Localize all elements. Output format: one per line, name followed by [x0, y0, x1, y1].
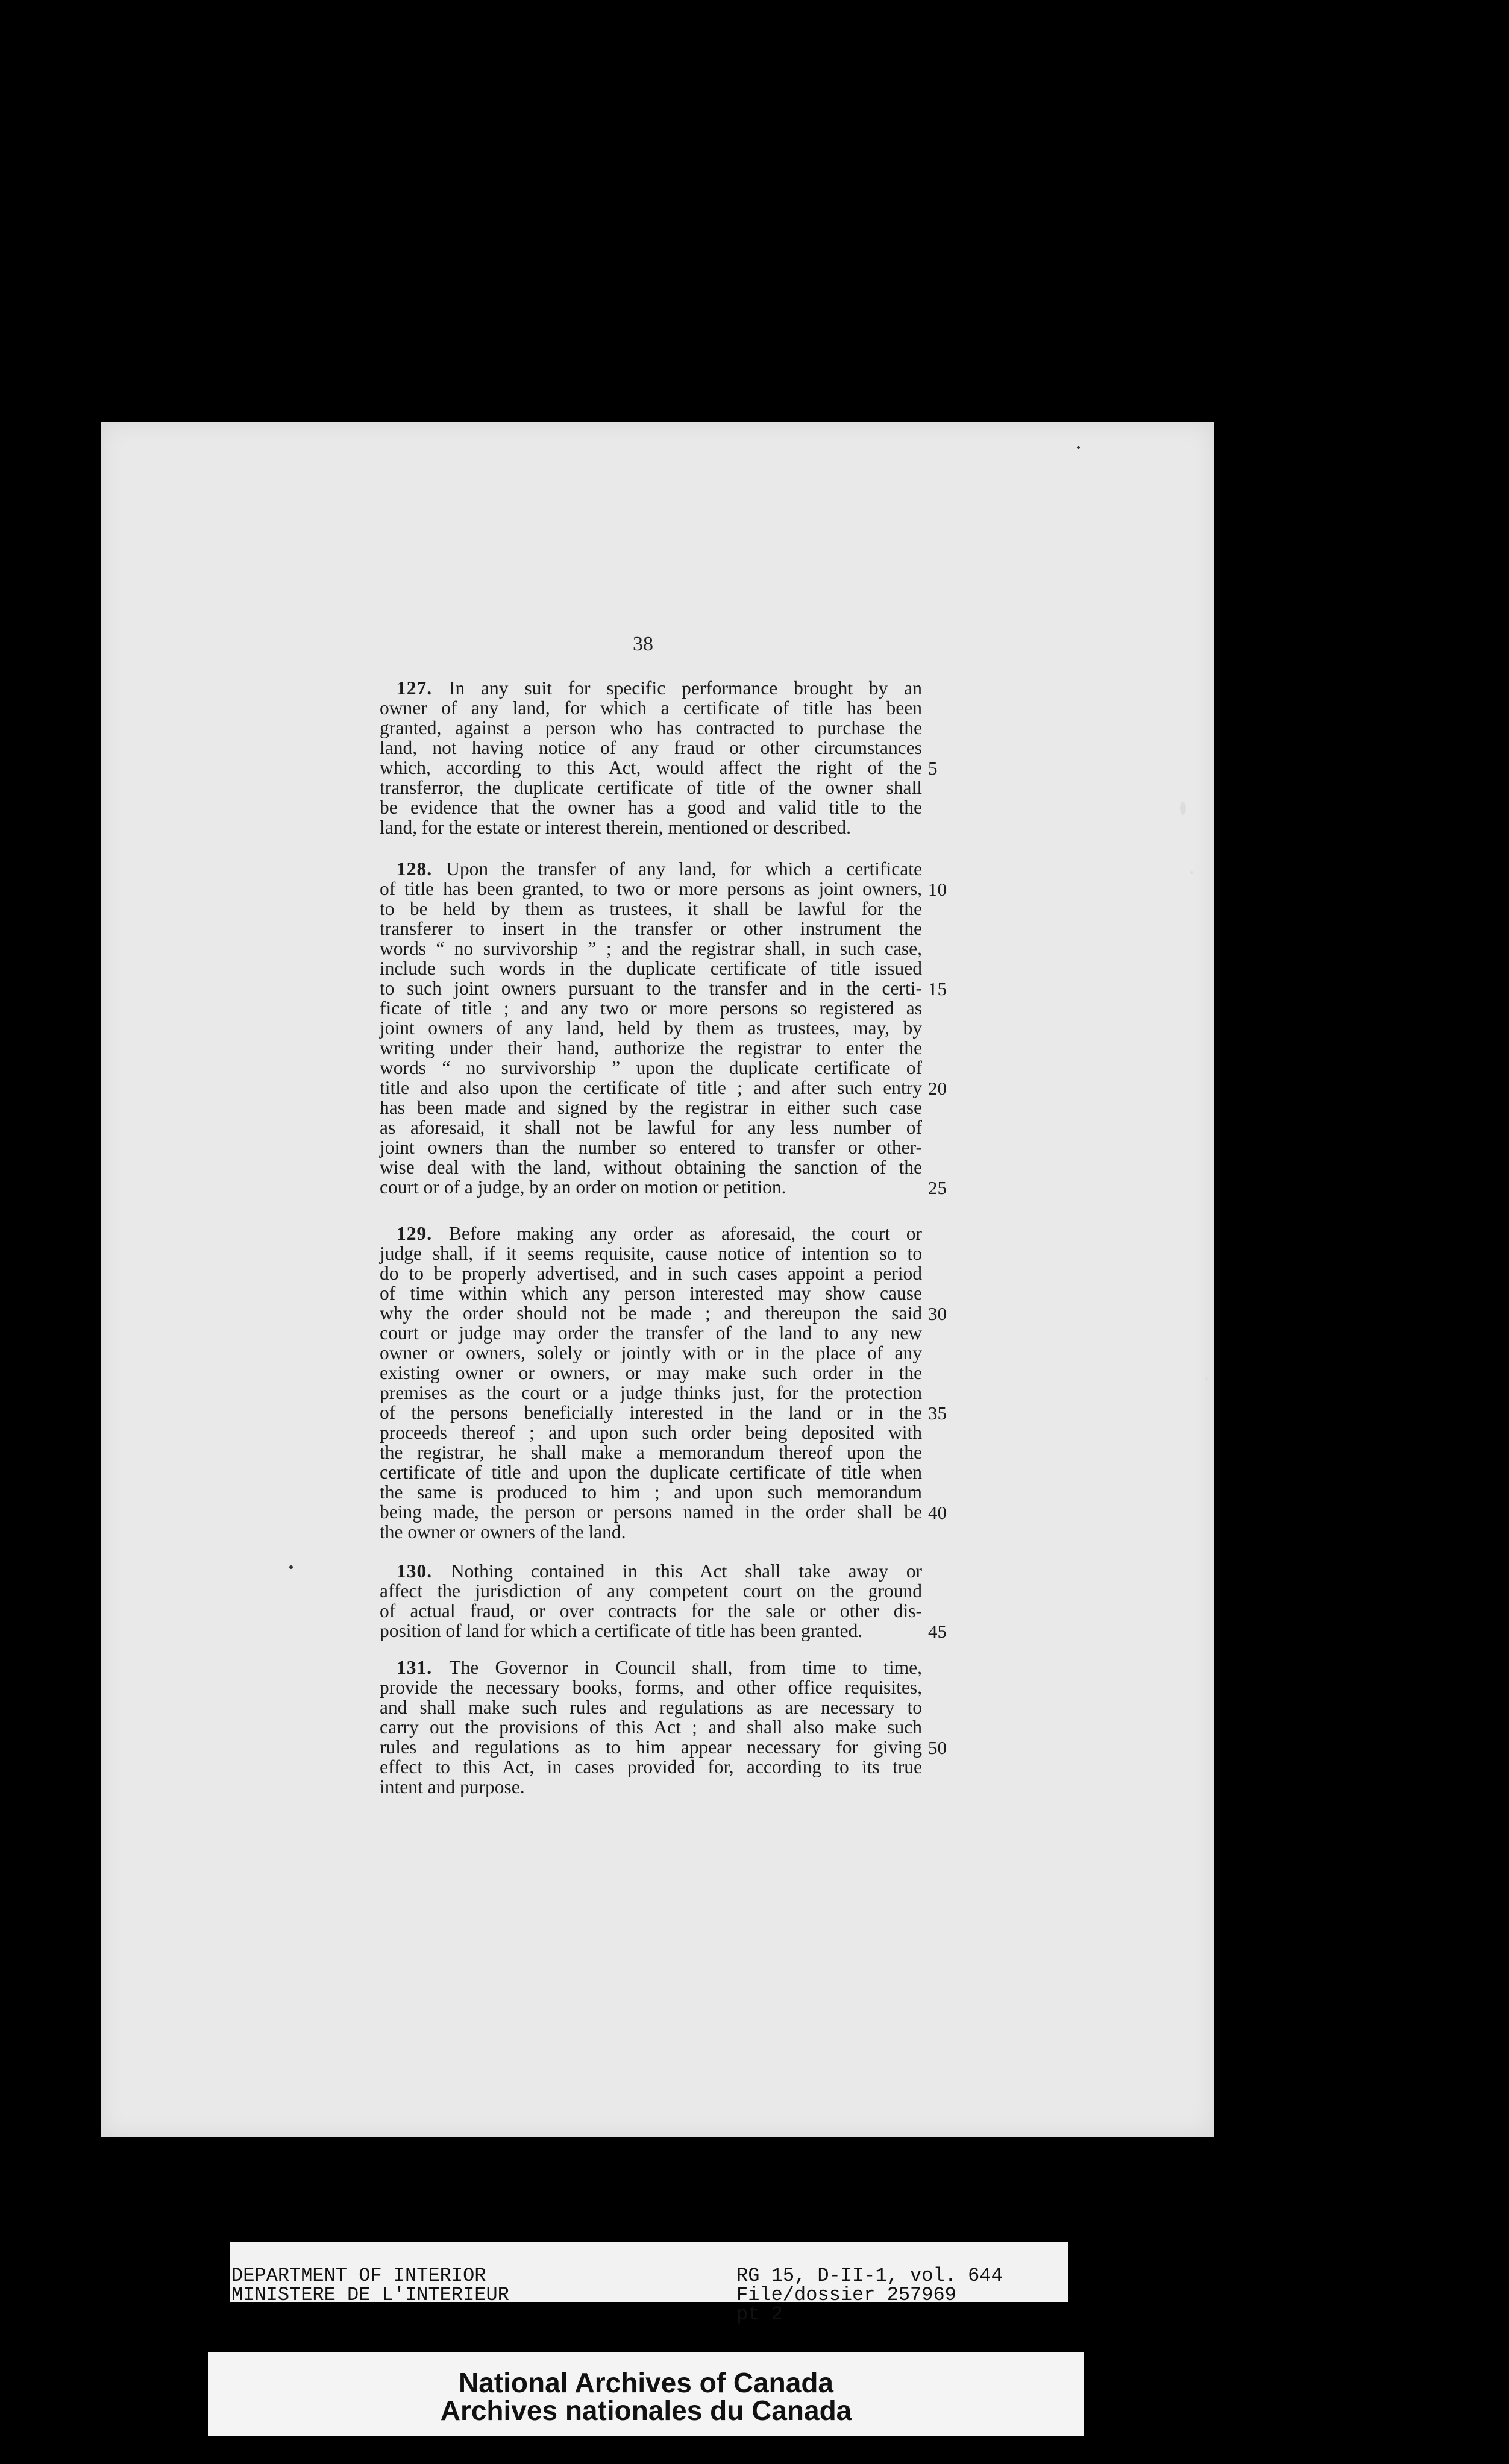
- archives-banner: [208, 2352, 1084, 2436]
- text-line: the owner or owners of the land.: [380, 1521, 626, 1542]
- line-number-marker: 15: [928, 978, 947, 999]
- text-line: the same is produced to him ; and upon such memorandum: [380, 1482, 922, 1503]
- line-number-marker: 45: [928, 1621, 947, 1642]
- section-paragraph: [380, 678, 922, 837]
- text-line-body: In any suit for specific performance brought by an: [448, 677, 922, 699]
- text-line: effect to this Act, in cases provided for, according to its true: [380, 1756, 922, 1777]
- page-number: 38: [633, 633, 653, 655]
- text-line: rules and regulations as to him appear necessary for giving: [380, 1736, 922, 1758]
- scan-speck: [1077, 446, 1080, 449]
- text-line: why the order should not be made ; and thereupon the said: [380, 1303, 922, 1324]
- text-line: words “ no survivorship ” ; and the registrar shall, in such case,: [380, 938, 922, 959]
- archive-reference-label: [230, 2242, 1068, 2325]
- text-line: certificate of title and upon the duplicate certificate of title when: [380, 1462, 922, 1483]
- text-line: [380, 859, 922, 879]
- text-line: [380, 1224, 922, 1243]
- scan-speck: [1180, 802, 1186, 815]
- scan-speck: [1205, 1377, 1208, 1380]
- text-line: to such joint owners pursuant to the transfer and in the certi-: [380, 978, 922, 999]
- part-number: pt 2: [736, 2303, 783, 2325]
- text-line: affect the jurisdiction of any competent court on the ground: [380, 1580, 922, 1601]
- text-line: land, not having notice of any fraud or other circumstances: [380, 737, 922, 758]
- section-paragraph: [380, 1561, 922, 1641]
- line-number-marker: 30: [928, 1303, 947, 1324]
- text-line: judge shall, if it seems requisite, cause notice of intention so to: [380, 1243, 922, 1264]
- text-line: and shall make such rules and regulations as are necessary to: [380, 1697, 922, 1718]
- text-line: owner of any land, for which a certificate of title has been: [380, 697, 922, 718]
- text-line: of title has been granted, to two or more persons as joint owners,: [380, 878, 922, 899]
- text-line: to be held by them as trustees, it shall be lawful for the: [380, 898, 922, 919]
- text-line: do to be properly advertised, and in such cases appoint a period: [380, 1263, 922, 1284]
- line-number-marker: 40: [928, 1502, 947, 1523]
- text-line: words “ no survivorship ” upon the duplicate certificate of: [380, 1057, 922, 1078]
- text-line: position of land for which a certificate of title has been granted.: [380, 1620, 863, 1641]
- line-number-marker: 50: [928, 1737, 947, 1758]
- text-line: joint owners of any land, held by them as trustees, may, by: [380, 1017, 922, 1039]
- section-paragraph: [380, 1658, 922, 1797]
- text-line-body: Before making any order as aforesaid, the court or: [448, 1223, 922, 1244]
- text-line: carry out the provisions of this Act ; and shall also make such: [380, 1717, 922, 1738]
- section-paragraph: [380, 859, 922, 1197]
- text-line: transferror, the duplicate certificate of title of the owner shall: [380, 777, 922, 798]
- text-line: court or judge may order the transfer of the land to any new: [380, 1322, 922, 1344]
- text-line: title and also upon the certificate of title ; and after such entry: [380, 1077, 922, 1098]
- text-line: of actual fraud, or over contracts for the sale or other dis-: [380, 1600, 922, 1621]
- text-line: granted, against a person who has contracted to purchase the: [380, 717, 922, 738]
- line-number-marker: 25: [928, 1177, 947, 1198]
- section-number: 131.: [397, 1657, 450, 1678]
- text-line: as aforesaid, it shall not be lawful for any less number of: [380, 1117, 922, 1138]
- line-number-marker: 35: [928, 1403, 947, 1424]
- text-line: provide the necessary books, forms, and other office requisites,: [380, 1677, 922, 1698]
- line-number-marker: 5: [928, 758, 938, 779]
- record-group: RG 15, D-II-1, vol. 644: [736, 2264, 1003, 2287]
- text-line-body: The Governor in Council shall, from time to time,: [449, 1657, 923, 1678]
- section-number: 128.: [397, 858, 447, 879]
- text-line: include such words in the duplicate certificate of title issued: [380, 958, 922, 979]
- text-line: has been made and signed by the registrar in either such case: [380, 1097, 922, 1118]
- text-line: which, according to this Act, would affect the right of the: [380, 757, 922, 778]
- line-number-marker: 20: [928, 1078, 947, 1099]
- text-line: wise deal with the land, without obtaining the sanction of the: [380, 1157, 922, 1178]
- text-line: proceeds thereof ; and upon such order being deposited with: [380, 1422, 922, 1443]
- text-line: joint owners than the number so entered to transfer or other-: [380, 1137, 922, 1158]
- section-number: 130.: [397, 1560, 451, 1582]
- scan-speck: [289, 1565, 293, 1569]
- text-line: intent and purpose.: [380, 1776, 525, 1797]
- file-number: File/dossier 257969: [736, 2284, 956, 2306]
- archives-name-french: Archives nationales du Canada: [440, 2395, 852, 2426]
- text-line: existing owner or owners, or may make such order in the: [380, 1362, 922, 1383]
- section-number: 129.: [397, 1223, 449, 1244]
- text-line-body: Nothing contained in this Act shall take away or: [450, 1560, 922, 1582]
- text-line: of the persons beneficially interested in the land or in the: [380, 1402, 922, 1423]
- text-line: [380, 678, 922, 698]
- text-line: premises as the court or a judge thinks just, for the protection: [380, 1382, 922, 1403]
- text-line: the registrar, he shall make a memorandum thereof upon the: [380, 1442, 922, 1463]
- department-french: MINISTERE DE L'INTERIEUR: [231, 2284, 509, 2306]
- line-number-marker: 10: [928, 879, 947, 900]
- text-line: writing under their hand, authorize the registrar to enter the: [380, 1037, 922, 1058]
- text-line: [380, 1658, 922, 1677]
- archives-name-english: National Archives of Canada: [458, 2367, 833, 2398]
- text-line: [380, 1561, 922, 1581]
- text-line: owner or owners, solely or jointly with or in the place of any: [380, 1342, 922, 1363]
- text-line: of time within which any person interested may show cause: [380, 1283, 922, 1304]
- text-line-body: Upon the transfer of any land, for which a certificate: [446, 858, 922, 879]
- department-name: [231, 2266, 509, 2305]
- section-number: 127.: [397, 677, 449, 699]
- text-line: being made, the person or persons named in the order shall be: [380, 1501, 922, 1523]
- text-line: transferer to insert in the transfer or other instrument the: [380, 918, 922, 939]
- text-line: court or of a judge, by an order on motion or petition.: [380, 1177, 786, 1198]
- record-reference: [736, 2266, 1003, 2324]
- text-line: land, for the estate or interest therein, mentioned or described.: [380, 817, 851, 838]
- department-english: DEPARTMENT OF INTERIOR: [231, 2264, 486, 2287]
- section-paragraph: [380, 1224, 922, 1542]
- scan-speck: [1190, 871, 1193, 874]
- text-line: be evidence that the owner has a good and valid title to the: [380, 797, 922, 818]
- text-line: ficate of title ; and any two or more persons so registered as: [380, 998, 922, 1019]
